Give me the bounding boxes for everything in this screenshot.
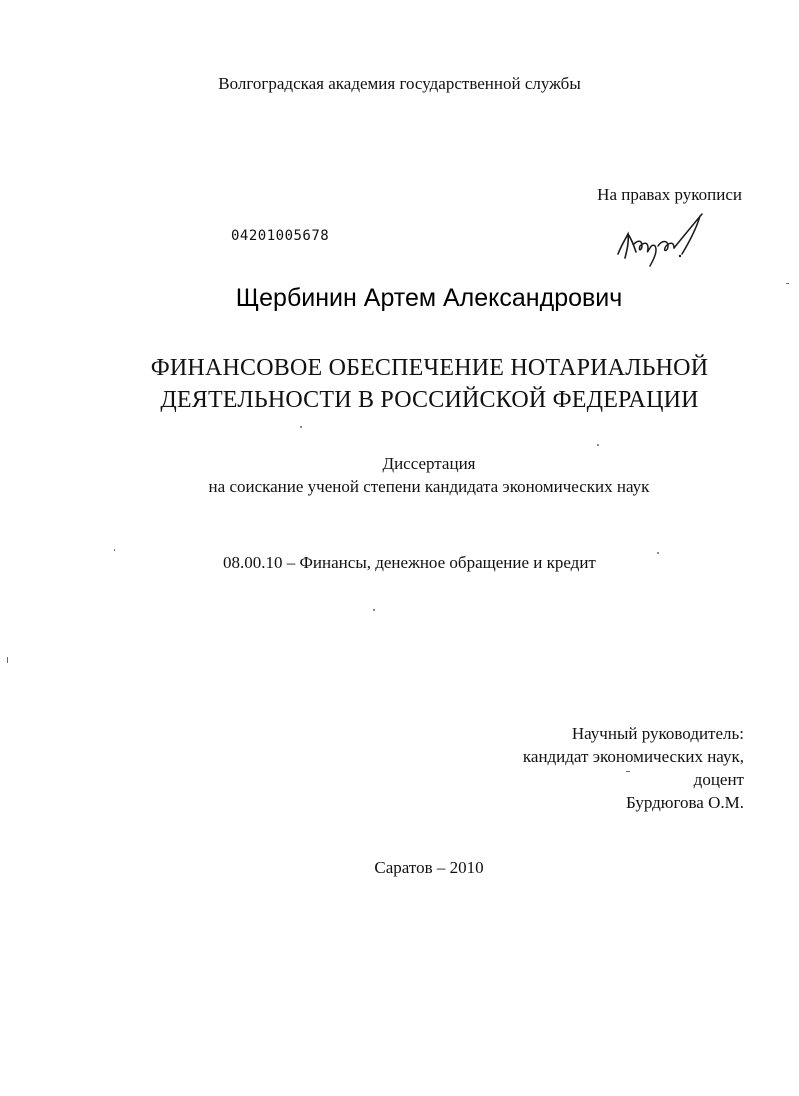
document-code: 04201005678 <box>231 228 330 244</box>
document-type: Диссертация <box>382 454 476 473</box>
supervisor-name: Бурдюгова О.М. <box>625 793 744 812</box>
city-year: Саратов – 2010 <box>374 858 484 877</box>
supervisor-block <box>523 722 744 814</box>
thesis-title-line: ДЕЯТЕЛЬНОСТИ В РОССИЙСКОЙ ФЕДЕРАЦИИ <box>160 387 699 413</box>
scan-speck <box>626 771 630 772</box>
supervisor-heading: Научный руководитель: <box>571 724 744 743</box>
specialty-code: 08.00.10 – Финансы, денежное обращение и кредит <box>223 553 596 572</box>
supervisor-rank: доцент <box>693 770 744 789</box>
scan-speck <box>657 552 659 554</box>
document-type-block <box>0 452 799 498</box>
scan-speck <box>300 426 302 428</box>
supervisor-degree: кандидат экономических наук, <box>522 747 744 766</box>
handwritten-signature <box>612 210 712 270</box>
scan-speck <box>7 657 8 663</box>
thesis-title <box>0 352 799 416</box>
scan-speck <box>786 283 789 284</box>
scan-speck <box>373 609 375 611</box>
scan-speck <box>597 444 599 446</box>
degree-line: на соискание ученой степени кандидата экономических наук <box>208 477 650 496</box>
thesis-title-line: ФИНАНСОВОЕ ОБЕСПЕЧЕНИЕ НОТАРИАЛЬНОЙ <box>150 355 709 381</box>
manuscript-rights-note: На правах рукописи <box>597 185 742 204</box>
institution-name: Волгоградская академия государственной службы <box>218 74 581 93</box>
author-name: Щербинин Артем Александрович <box>235 284 623 312</box>
scan-speck <box>114 549 115 551</box>
